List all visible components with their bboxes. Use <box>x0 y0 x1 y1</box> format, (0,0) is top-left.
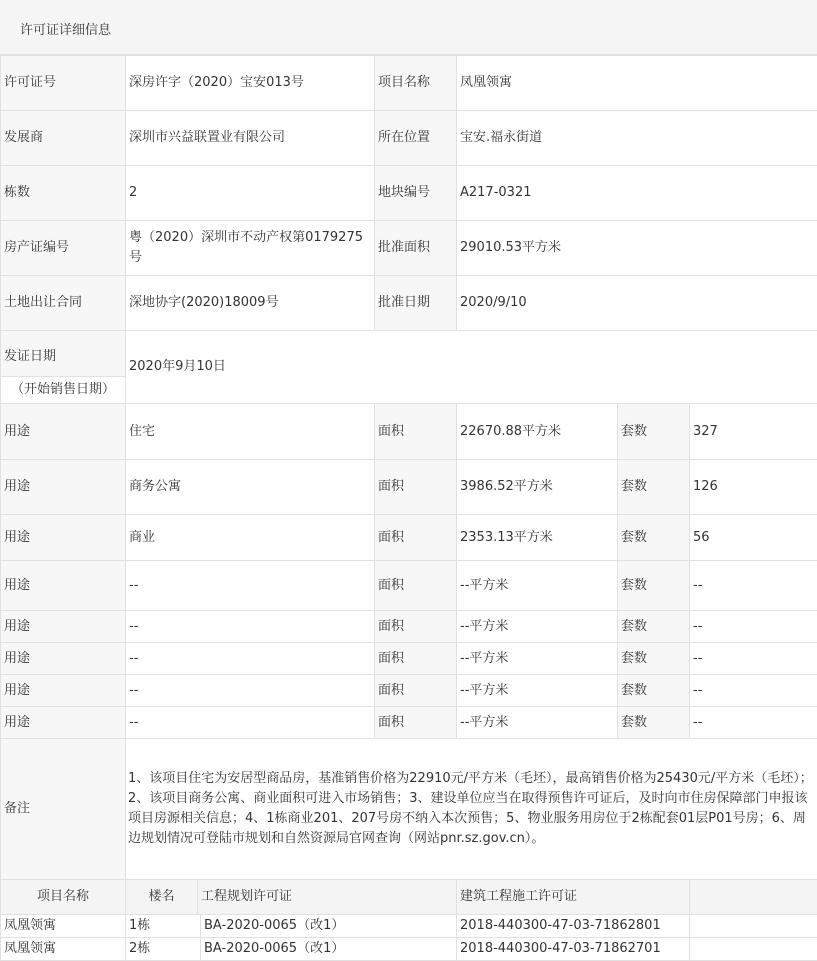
approved-area-label: 批准面积 <box>375 221 457 276</box>
area-value: --平方米 <box>457 611 618 643</box>
land-contract-value: 深地协字(2020)18009号 <box>126 276 375 331</box>
usage-value: -- <box>126 707 375 739</box>
units-label: 套数 <box>618 561 690 611</box>
area-label: 面积 <box>375 460 457 515</box>
usage-label: 用途 <box>1 707 126 739</box>
row-permit-no <box>1 56 817 111</box>
area-value: --平方米 <box>457 675 618 707</box>
units-label: 套数 <box>618 675 690 707</box>
usage-label: 用途 <box>1 675 126 707</box>
area-value: 22670.88平方米 <box>457 404 618 460</box>
building-project-name: 凤凰领寓 <box>1 915 126 938</box>
property-cert-value: 粤（2020）深圳市不动产权第0179275号 <box>126 221 375 276</box>
developer-value: 深圳市兴益联置业有限公司 <box>126 111 375 166</box>
usage-label: 用途 <box>1 404 126 460</box>
usage-label: 用途 <box>1 460 126 515</box>
units-label: 套数 <box>618 404 690 460</box>
buildings-count-value: 2 <box>126 166 375 221</box>
usage-value: -- <box>126 611 375 643</box>
units-label: 套数 <box>618 707 690 739</box>
row-remarks <box>1 739 817 880</box>
units-value: -- <box>690 707 817 739</box>
page-header <box>0 0 817 55</box>
units-label: 套数 <box>618 643 690 675</box>
col-planning-permit-header: 工程规划许可证 <box>198 880 456 914</box>
row-issue-date <box>1 331 817 404</box>
building-row <box>1 915 817 938</box>
issue-date-label-cell <box>1 331 126 404</box>
area-value: --平方米 <box>457 643 618 675</box>
usage-value: -- <box>126 643 375 675</box>
area-label: 面积 <box>375 611 457 643</box>
usage-value: 住宅 <box>126 404 375 460</box>
issue-date-sub-label: （开始销售日期） <box>1 376 125 403</box>
developer-label: 发展商 <box>1 111 126 166</box>
usage-value: -- <box>126 561 375 611</box>
issue-date-value: 2020年9月10日 <box>126 331 817 404</box>
land-contract-label: 土地出让合同 <box>1 276 126 331</box>
area-label: 面积 <box>375 707 457 739</box>
area-value: 2353.13平方米 <box>457 515 618 561</box>
permit-no-label: 许可证号 <box>1 56 126 111</box>
project-name-label: 项目名称 <box>375 56 457 111</box>
permit-no-value: 深房许字（2020）宝安013号 <box>126 56 375 111</box>
building-planning-permit: BA-2020-0065（改1） <box>201 938 456 960</box>
area-value: --平方米 <box>457 561 618 611</box>
approved-area-value: 29010.53平方米 <box>457 221 817 276</box>
building-construction-permit: 2018-440300-47-03-71862801 <box>457 915 690 938</box>
empty-header-cell <box>690 880 817 915</box>
units-value: 56 <box>690 515 817 561</box>
units-value: -- <box>690 675 817 707</box>
usage-label: 用途 <box>1 561 126 611</box>
empty-cell <box>690 938 817 961</box>
building-name: 1栋 <box>126 915 201 937</box>
usage-row <box>1 611 817 643</box>
building-project-name: 凤凰领寓 <box>1 938 126 961</box>
parcel-value: A217-0321 <box>457 166 817 221</box>
location-label: 所在位置 <box>375 111 457 166</box>
area-label: 面积 <box>375 515 457 561</box>
usage-row <box>1 675 817 707</box>
building-planning-permit: BA-2020-0065（改1） <box>201 915 456 937</box>
remarks-text: 1、该项目住宅为安居型商品房，基准销售价格为22910元/平方米（毛坯），最高销售价格为25430元/平方米（毛坯）；2、该项目商务公寓、商业面积可进入市场销售；3、建设单位应当在取得预售许可证后，及时向市住房保障部门申报该项目房源相关信息；4、1栋商业201、207号房不纳入本次预售；5、物业服务用房位于2栋配套01层P01号房；6、周边规划情况可登陆市规划和自然资源局官网查询（网站pnr.sz.gov.cn）。 <box>126 739 817 880</box>
col-construction-permit-header: 建筑工程施工许可证 <box>457 880 690 915</box>
area-value: --平方米 <box>457 707 618 739</box>
building-construction-permit: 2018-440300-47-03-71862701 <box>457 938 690 961</box>
area-label: 面积 <box>375 404 457 460</box>
units-value: 327 <box>690 404 817 460</box>
usage-value: 商业 <box>126 515 375 561</box>
usage-row <box>1 515 817 561</box>
units-label: 套数 <box>618 515 690 561</box>
page-title: 许可证详细信息 <box>20 19 111 38</box>
units-value: 126 <box>690 460 817 515</box>
usage-row <box>1 643 817 675</box>
row-buildings <box>1 166 817 221</box>
units-value: -- <box>690 611 817 643</box>
approved-date-label: 批准日期 <box>375 276 457 331</box>
project-name-value: 凤凰领寓 <box>457 56 817 111</box>
area-label: 面积 <box>375 675 457 707</box>
usage-row <box>1 460 817 515</box>
buildings-count-label: 栋数 <box>1 166 126 221</box>
usage-row <box>1 561 817 611</box>
area-value: 3986.52平方米 <box>457 460 618 515</box>
units-value: -- <box>690 561 817 611</box>
usage-row <box>1 707 817 739</box>
buildings-table-header <box>1 880 817 915</box>
usage-row <box>1 404 817 460</box>
remarks-label: 备注 <box>1 739 126 880</box>
parcel-label: 地块编号 <box>375 166 457 221</box>
location-value: 宝安.福永街道 <box>457 111 817 166</box>
usage-label: 用途 <box>1 643 126 675</box>
row-land-contract <box>1 276 817 331</box>
header-split-cell <box>126 880 457 915</box>
col-project-name-header: 项目名称 <box>1 880 126 915</box>
row-developer <box>1 111 817 166</box>
area-label: 面积 <box>375 561 457 611</box>
units-label: 套数 <box>618 460 690 515</box>
area-label: 面积 <box>375 643 457 675</box>
units-label: 套数 <box>618 611 690 643</box>
row-property-cert <box>1 221 817 276</box>
usage-label: 用途 <box>1 515 126 561</box>
col-building-header: 楼名 <box>126 880 198 914</box>
building-row <box>1 938 817 961</box>
usage-label: 用途 <box>1 611 126 643</box>
property-cert-label: 房产证编号 <box>1 221 126 276</box>
building-name: 2栋 <box>126 938 201 960</box>
issue-date-label: 发证日期 <box>4 347 56 367</box>
permit-detail-table <box>0 55 817 961</box>
building-split-cell <box>126 915 457 938</box>
approved-date-value: 2020/9/10 <box>457 276 817 331</box>
usage-value: 商务公寓 <box>126 460 375 515</box>
building-split-cell <box>126 938 457 961</box>
empty-cell <box>690 915 817 938</box>
units-value: -- <box>690 643 817 675</box>
usage-value: -- <box>126 675 375 707</box>
